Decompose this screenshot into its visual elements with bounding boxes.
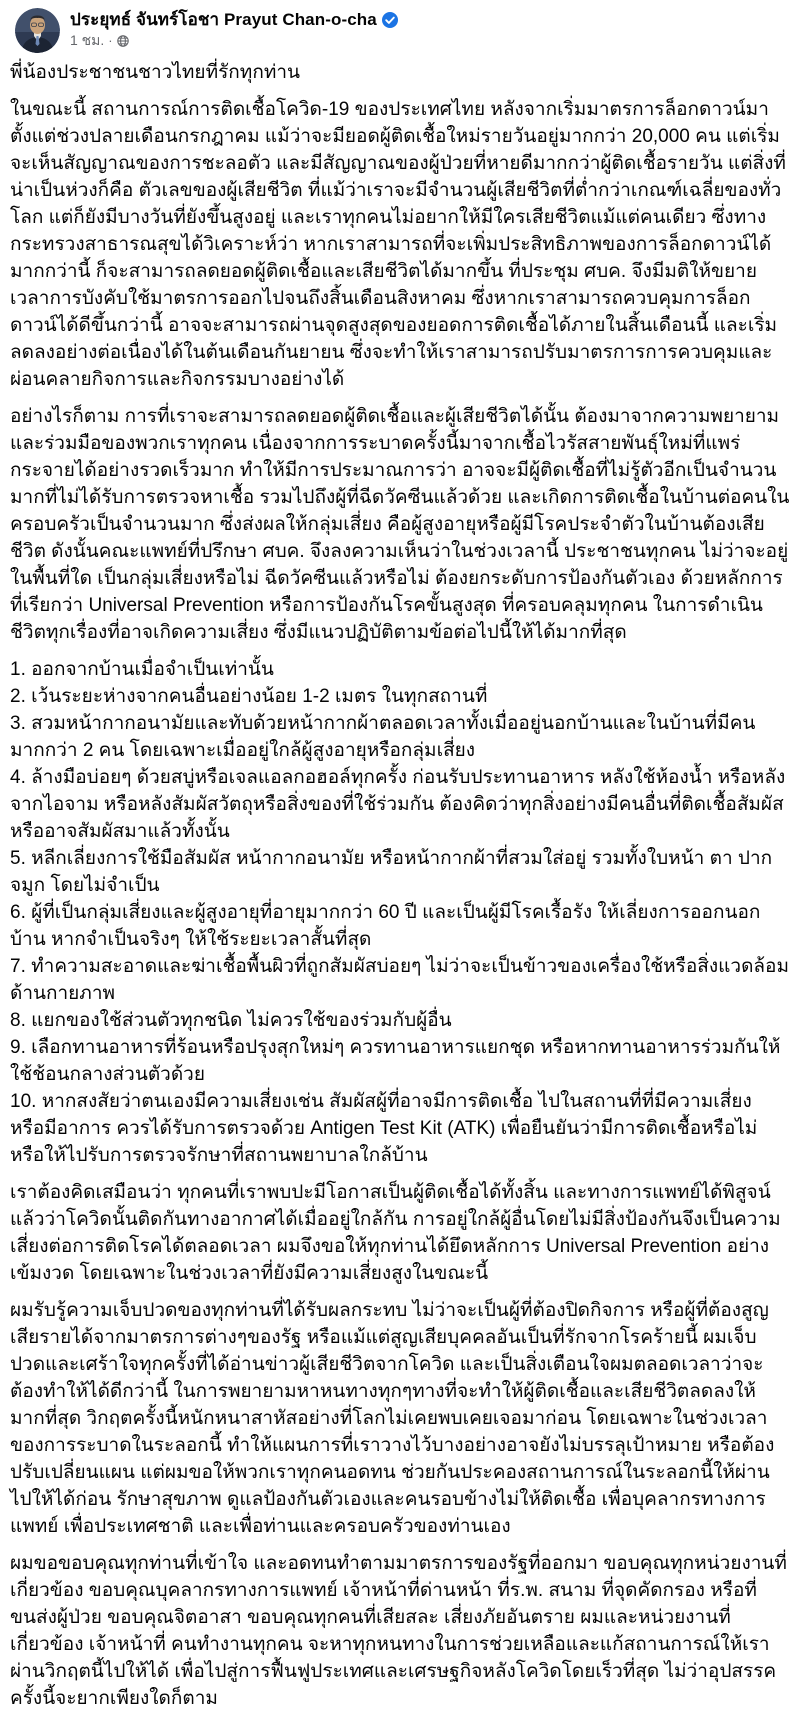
list-item: 5. หลีกเลี่ยงการใช้มือสัมผัส หน้ากากอนามัย หรือหน้ากากผ้าที่สวมใส่อยู่ รวมทั้งใบหน้า ตา ปาก จมูก โดยไม่จำเป็น [10, 848, 773, 896]
author-name[interactable]: ประยุทธ์ จันทร์โอชา Prayut Chan-o-cha [70, 10, 377, 29]
meta-separator: · [108, 33, 113, 48]
list-item: 1. ออกจากบ้านเมื่อจำเป็นเท่านั้น [10, 659, 274, 680]
post-paragraph: เราต้องคิดเสมือนว่า ทุกคนที่เราพบปะมีโอกาสเป็นผู้ติดเชื้อได้ทั้งสิ้น และทางการแพทย์ได้พิสูจน์แล้วว่าโควิดนั้นติดกันทางอากาศได้เมื่ออยู่ใกล้กัน การอยู่ใกล้ผู้อื่นโดยไม่มีสิ่งป้องกันจึงเป็นความเสี่ยงต่อการติดโรคได้ตลอดเวลา ผมจึงขอให้ทุกท่านได้ยึดหลักการ Universal Prevention อย่างเข้มงวด โดยเฉพาะในช่วงเวลาที่ยังมีความเสี่ยงสูงในขณะนี้ [10, 1182, 781, 1284]
author-line [70, 9, 398, 31]
post-numbered-list [10, 656, 790, 1169]
list-item: 6. ผู้ที่เป็นกลุ่มเสี่ยงและผู้สูงอายุที่อายุมากกว่า 60 ปี และเป็นผู้มีโรคเรื้อรัง ให้เลี่ยงการออกนอกบ้าน หากจำเป็นจริงๆ ให้ใช้ระยะเวลาสั้นที่สุด [10, 902, 761, 950]
post-header [0, 0, 800, 55]
verified-badge-icon [382, 12, 398, 28]
post-timestamp[interactable]: 1 ชม. [70, 32, 105, 48]
list-item: 9. เลือกทานอาหารที่ร้อนหรือปรุงสุกใหม่ๆ ควรทานอาหารแยกชุด หรือหากทานอาหารร่วมกันให้ใช้ช้อนกลางส่วนตัวด้วย [10, 1037, 781, 1085]
avatar[interactable] [15, 8, 60, 53]
list-item: 2. เว้นระยะห่างจากคนอื่นอย่างน้อย 1-2 เมตร ในทุกสถานที่ [10, 686, 488, 707]
post-paragraph: ในขณะนี้ สถานการณ์การติดเชื้อโควิด-19 ของประเทศไทย หลังจากเริ่มมาตรการล็อกดาวน์มาตั้งแต่ช่วงปลายเดือนกรกฎาคม แม้ว่าจะมียอดผู้ติดเชื้อใหม่รายวันอยู่มากกว่า 20,000 คน แต่เริ่มจะเห็นสัญญาณของการชะลอตัว และมีสัญญาณของผู้ป่วยที่หายดีมากกว่าผู้ติดเชื้อรายวัน แต่สิ่งที่น่าเป็นห่วงก็คือ ตัวเลขของผู้เสียชีวิต ที่แม้ว่าเราจะมีจำนวนผู้เสียชีวิตที่ต่ำกว่าเกณฑ์เฉลี่ยของทั่วโลก แต่ก็ยังมีบางวันที่ยังขึ้นสูงอยู่ และเราทุกคนไม่อยากให้มีใครเสียชีวิตแม้แต่คนเดียว ซึ่งทางกระทรวงสาธารณสุขได้วิเคราะห์ว่า หากเราสามารถที่จะเพิ่มประสิทธิภาพของการล็อกดาวน์ได้มากกว่านี้ ก็จะสามารถลดยอดผู้ติดเชื้อและเสียชีวิตได้มากขึ้น ที่ประชุม ศบค. จึงมีมติให้ขยายเวลาการบังคับใช้มาตรการออกไปจนถึงสิ้นเดือนสิงหาคม ซึ่งหากเราสามารถควบคุมการล็อกดาวน์ได้ดีขึ้นกว่านี้ อาจจะสามารถผ่านจุดสูงสุดของยอดการติดเชื้อได้ภายในสิ้นเดือนนี้ และเริ่มลดลงอย่างต่อเนื่องได้ในต้นเดือนกันยายน ซึ่งจะทำให้เราสามารถปรับมาตรการการควบคุมและผ่อนคลายกิจการและกิจกรรมบางอย่างได้ [10, 99, 786, 390]
list-item: 8. แยกของใช้ส่วนตัวทุกชนิด ไม่ควรใช้ของร่วมกับผู้อื่น [10, 1010, 452, 1031]
list-item: 10. หากสงสัยว่าตนเองมีความเสี่ยงเช่น สัมผัสผู้ที่อาจมีการติดเชื้อ ไปในสถานที่ที่มีความเสี่ยง หรือมีอาการ ควรได้รับการตรวจด้วย Antigen Test Kit (ATK) เพื่อยืนยันว่ามีการติดเชื้อหรือไม่ หรือให้ไปรับการตรวจรักษาที่สถานพยาบาลใกล้บ้าน [10, 1091, 758, 1166]
post-paragraph: อย่างไรก็ตาม การที่เราจะสามารถลดยอดผู้ติดเชื้อและผู้เสียชีวิตได้นั้น ต้องมาจากความพยายามและร่วมมือของพวกเราทุกคน เนื่องจากการระบาดครั้งนี้มาจากเชื้อไวรัสสายพันธุ์ใหม่ที่แพร่กระจายได้อย่างรวดเร็วมาก ทำให้มีการประมาณการว่า อาจจะมีผู้ติดเชื้อที่ไม่รู้ตัวอีกเป็นจำนวนมากที่ไม่ได้รับการตรวจหาเชื้อ รวมไปถึงผู้ที่ฉีดวัคซีนแล้วด้วย และเกิดการติดเชื้อในบ้านต่อคนในครอบครัวเป็นจำนวนมาก ซึ่งส่งผลให้กลุ่มเสี่ยง คือผู้สูงอายุหรือผู้มีโรคประจำตัวในบ้านต้องเสียชีวิต ดังนั้นคณะแพทย์ที่ปรึกษา ศบค. จึงลงความเห็นว่าในช่วงเวลานี้ ประชาชนทุกคน ไม่ว่าจะอยู่ในพื้นที่ใด เป็นกลุ่มเสี่ยงหรือไม่ ฉีดวัคซีนแล้วหรือไม่ ต้องยกระดับการป้องกันตัวเอง ด้วยหลักการที่เรียกว่า Universal Prevention หรือการป้องกันโรคขั้นสูงสุด ที่ครอบคลุมทุกคน ในการดำเนินชีวิตทุกเรื่องที่อาจเกิดความเสี่ยง ซึ่งมีแนวปฏิบัติตามข้อต่อไปนี้ให้ได้มากที่สุด [10, 406, 790, 643]
profile-photo-graphic [15, 8, 60, 53]
post-paragraph: ผมขอขอบคุณทุกท่านที่เข้าใจ และอดทนทำตามมาตรการของรัฐที่ออกมา ขอบคุณทุกหน่วยงานที่เกี่ยวข้อง ขอบคุณบุคลากรทางการแพทย์ เจ้าหน้าที่ด่านหน้า ที่ร.พ. สนาม ที่จุดคัดกรอง หรือที่ขนส่งผู้ป่วย ขอบคุณจิตอาสา ขอบคุณทุกคนที่เสียสละ เสี่ยงภัยอันตราย ผมและหน่วยงานที่เกี่ยวข้อง เจ้าหน้าที่ คนทำงานทุกคน จะหาทุกหนทางในการช่วยเหลือและแก้สถานการณ์ให้เราผ่านวิกฤตนี้ไปให้ได้ เพื่อไปสู่การฟื้นฟูประเทศและเศรษฐกิจหลังโควิดโดยเร็วที่สุด ไม่ว่าอุปสรรคครั้งนี้จะยากเพียงใดก็ตาม [10, 1553, 787, 1709]
post-body [0, 55, 800, 1726]
list-item: 4. ล้างมือบ่อยๆ ด้วยสบู่หรือเจลแอลกอฮอล์ทุกครั้ง ก่อนรับประทานอาหาร หลังใช้ห้องน้ำ หรือหลังจากไอจาม หรือหลังสัมผัสวัตถุหรือสิ่งของที่ใช้ร่วมกัน ต้องคิดว่าทุกสิ่งอย่างมีคนอื่นที่ติดเชื้อสัมผัส หรืออาจสัมผัสมาแล้วทั้งนั้น [10, 767, 786, 842]
list-item: 3. สวมหน้ากากอนามัยและทับด้วยหน้ากากผ้าตลอดเวลาทั้งเมื่ออยู่นอกบ้านและในบ้านที่มีคนมากกว่า 2 คน โดยเฉพาะเมื่ออยู่ใกล้ผู้สูงอายุหรือกลุ่มเสี่ยง [10, 713, 756, 761]
post-paragraph: พี่น้องประชาชนชาวไทยที่รักทุกท่าน [10, 62, 301, 83]
globe-privacy-icon [117, 35, 129, 47]
post-paragraph: ผมรับรู้ความเจ็บปวดของทุกท่านที่ได้รับผลกระทบ ไม่ว่าจะเป็นผู้ที่ต้องปิดกิจการ หรือผู้ที่ต้องสูญเสียรายได้จากมาตรการต่างๆของรัฐ หรือแม้แต่สูญเสียบุคคลอันเป็นที่รักจากโรคร้ายนี้ ผมเจ็บปวดและเศร้าใจทุกครั้งที่ได้อ่านข่าวผู้เสียชีวิตจากโควิด และเป็นสิ่งเตือนใจผมตลอดเวลาว่าจะต้องทำให้ได้ดีกว่านี้ ในการพยายามหาหนทางทุกๆทางที่จะทำให้ผู้ติดเชื้อและเสียชีวิตลดลงให้มากที่สุด วิกฤตครั้งนี้หนักหนาสาหัสอย่างที่โลกไม่เคยพบเคยเจอมาก่อน โดยเฉพาะในช่วงเวลาของการระบาดในระลอกนี้ ทำให้แผนการที่เราวางไว้บางอย่างอาจยังไม่บรรลุเป้าหมาย หรือต้องปรับเปลี่ยนแผน แต่ผมขอให้พวกเราทุกคนอดทน ช่วยกันประคองสถานการณ์ในระลอกนี้ให้ผ่านไปให้ได้ก่อน รักษาสุขภาพ ดูแลป้องกันตัวเองและคนรอบข้างไม่ให้ติดเชื้อ เพื่อบุคลากรทางการแพทย์ เพื่อประเทศชาติ และเพื่อท่านและครอบครัวของท่านเอง [10, 1300, 775, 1537]
post-header-text [70, 8, 398, 50]
post-meta [70, 31, 398, 50]
list-item: 7. ทำความสะอาดและฆ่าเชื้อพื้นผิวที่ถูกสัมผัสบ่อยๆ ไม่ว่าจะเป็นข้าวของเครื่องใช้หรือสิ่งแวดล้อมด้านกายภาพ [10, 956, 789, 1004]
